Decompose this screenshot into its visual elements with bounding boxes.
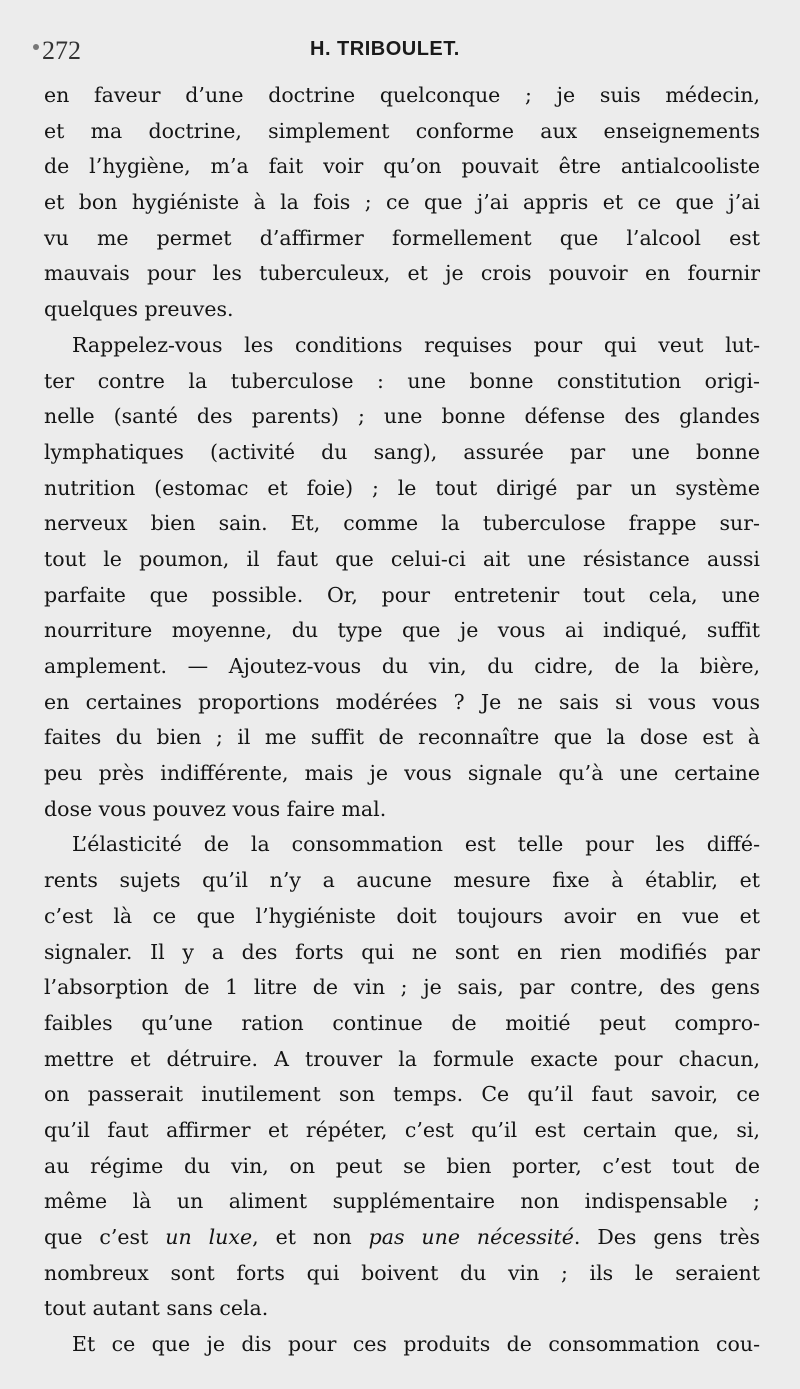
margin-mark — [33, 44, 39, 50]
text-run: , et non — [252, 1225, 369, 1249]
text-line: mauvais pour les tuberculeux, et je crois pouvoir en fournir — [44, 261, 760, 286]
text-line: rents sujets qu’il n’y a aucune mesure fixe à établir, et — [44, 868, 760, 893]
text-line: nombreux sont forts qui boivent du vin ; ils le seraient — [44, 1260, 760, 1285]
text-line: faites du bien ; il me suffit de reconnaître que la dose est à — [44, 725, 760, 750]
running-head: H. TRIBOULET. — [310, 38, 460, 60]
text-line: signaler. Il y a des forts qui ne sont en rien modifiés par — [44, 939, 760, 964]
text-line: L’élasticité de la consommation est telle pour les diffé- — [72, 832, 760, 857]
text-line: même là un aliment supplémentaire non indispensable ; — [44, 1189, 760, 1214]
text-line: faibles qu’une ration continue de moitié peut compro- — [44, 1010, 760, 1035]
text-line: de l’hygiène, m’a fait voir qu’on pouvait être antialcooliste — [44, 154, 760, 179]
text-line: en certaines proportions modérées ? Je ne sais si vous vous — [44, 689, 760, 714]
page-number: 272 — [42, 36, 81, 65]
text-line: nourriture moyenne, du type que je vous ai indiqué, suffit — [44, 618, 760, 643]
text-line: dose vous pouvez vous faire mal. — [44, 796, 387, 821]
text-line: tout autant sans cela. — [44, 1296, 269, 1321]
text-line: peu près indifférente, mais je vous signale qu’à une certaine — [44, 761, 760, 786]
text-line: nelle (santé des parents) ; une bonne défense des glandes — [44, 404, 760, 429]
text-line: Rappelez-vous les conditions requises pour qui veut lut- — [72, 332, 760, 357]
text-line: mettre et détruire. A trouver la formule exacte pour chacun, — [44, 1046, 760, 1071]
text-line: en faveur d’une doctrine quelconque ; je suis médecin, — [44, 83, 760, 107]
text-line: quelques preuves. — [44, 297, 234, 322]
text-line: ter contre la tuberculose : une bonne constitution origi- — [44, 368, 760, 393]
emphasis-text: pas une nécessité — [368, 1225, 574, 1249]
body-text — [44, 78, 760, 1363]
text-line: et bon hygiéniste à la fois ; ce que j’ai appris et ce que j’ai — [44, 190, 760, 215]
text-line: parfaite que possible. Or, pour entretenir tout cela, une — [44, 582, 760, 607]
page-header — [0, 30, 800, 70]
text-line: au régime du vin, on peut se bien porter, c’est tout de — [44, 1153, 760, 1178]
text-line: qu’il faut affirmer et répéter, c’est qu’il est certain que, si, — [44, 1117, 760, 1142]
text-line: nerveux bien sain. Et, comme la tuberculose frappe sur- — [44, 511, 760, 536]
text-line-with-emphasis — [44, 1220, 760, 1256]
text-line: lymphatiques (activité du sang), assurée par une bonne — [44, 439, 760, 464]
text-line: c’est là ce que l’hygiéniste doit toujours avoir en vue et — [44, 903, 760, 928]
text-line: l’absorption de 1 litre de vin ; je sais, par contre, des gens — [44, 975, 760, 1000]
text-line: Et ce que je dis pour ces produits de consommation cou- — [72, 1332, 760, 1357]
text-line: on passerait inutilement son temps. Ce qu’il faut savoir, ce — [44, 1082, 760, 1107]
text-run: que c’est — [44, 1225, 166, 1249]
text-line: vu me permet d’affirmer formellement que l’alcool est — [44, 225, 760, 250]
text-line: nutrition (estomac et foie) ; le tout dirigé par un système — [44, 475, 760, 500]
text-line: et ma doctrine, simplement conforme aux enseignements — [44, 118, 760, 143]
emphasis-text: un luxe — [165, 1225, 253, 1249]
text-line: tout le poumon, il faut que celui-ci ait une résistance aussi — [44, 546, 760, 571]
text-line: amplement. — Ajoutez-vous du vin, du cidre, de la bière, — [44, 654, 760, 678]
text-run: . Des gens très — [573, 1225, 760, 1249]
